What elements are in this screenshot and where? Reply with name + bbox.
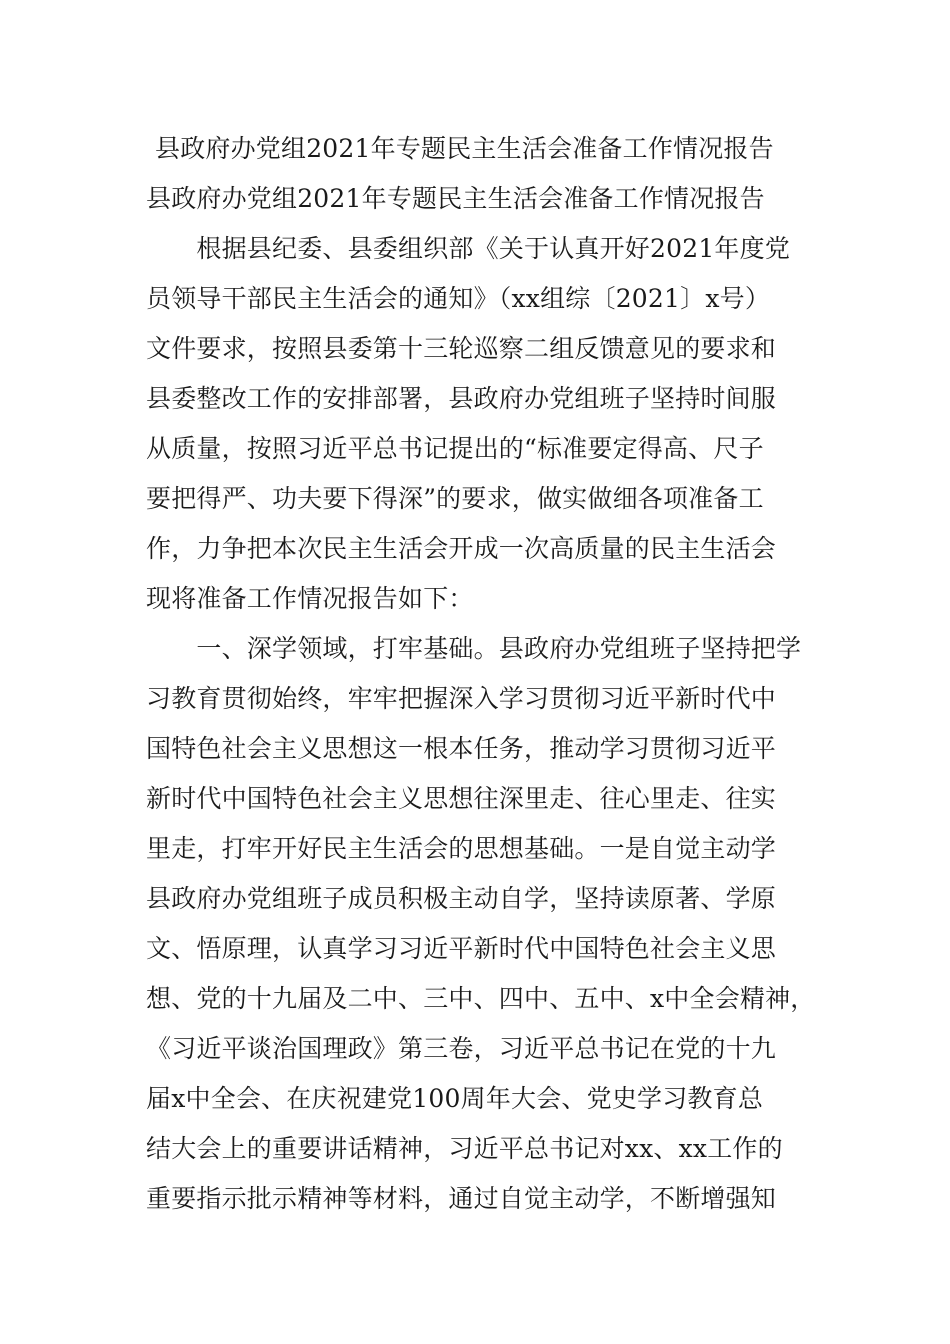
body-line-14: 县政府办党组班子成员积极主动自学，坚持读原著、学原 <box>146 884 777 913</box>
document-title-line-2: 县政府办党组2021年专题民主生活会准备工作情况报告 <box>146 184 765 213</box>
body-line-15: 文、悟原理，认真学习习近平新时代中国特色社会主义思 <box>146 934 777 963</box>
body-line-1: 根据县纪委、县委组织部《关于认真开好2021年度党 <box>146 234 791 263</box>
body-line-11: 国特色社会主义思想这一根本任务，推动学习贯彻习近平 <box>146 734 777 763</box>
body-line-9: 一、深学领域，打牢基础。县政府办党组班子坚持把学 <box>146 634 802 663</box>
body-line-18: 届x中全会、在庆祝建党100周年大会、党史学习教育总 <box>146 1084 764 1113</box>
document-title-line-1: 县政府办党组2021年专题民主生活会准备工作情况报告 <box>155 134 774 163</box>
body-line-4: 县委整改工作的安排部署，县政府办党组班子坚持时间服 <box>146 384 777 413</box>
body-line-16: 想、党的十九届及二中、三中、四中、五中、x中全会精神， <box>146 984 816 1013</box>
body-line-13: 里走，打牢开好民主生活会的思想基础。一是自觉主动学 <box>146 834 777 863</box>
body-line-8: 现将准备工作情况报告如下： <box>146 584 474 613</box>
body-line-5: 从质量，按照习近平总书记提出的“标准要定得高、尺子 <box>146 434 764 463</box>
body-line-2: 员领导干部民主生活会的通知》（xx组综〔2021〕x号） <box>146 284 771 313</box>
body-line-6: 要把得严、功夫要下得深”的要求，做实做细各项准备工 <box>146 484 764 513</box>
body-line-17: 《习近平谈治国理政》第三卷，习近平总书记在党的十九 <box>146 1034 777 1063</box>
body-line-20: 重要指示批示精神等材料，通过自觉主动学，不断增强知 <box>146 1184 777 1213</box>
body-line-12: 新时代中国特色社会主义思想往深里走、往心里走、往实 <box>146 784 777 813</box>
body-line-10: 习教育贯彻始终，牢牢把握深入学习贯彻习近平新时代中 <box>146 684 777 713</box>
body-line-3: 文件要求，按照县委第十三轮巡察二组反馈意见的要求和 <box>146 334 777 363</box>
body-line-19: 结大会上的重要讲话精神，习近平总书记对xx、xx工作的 <box>146 1134 783 1163</box>
body-line-7: 作，力争把本次民主生活会开成一次高质量的民主生活会 <box>146 534 777 563</box>
